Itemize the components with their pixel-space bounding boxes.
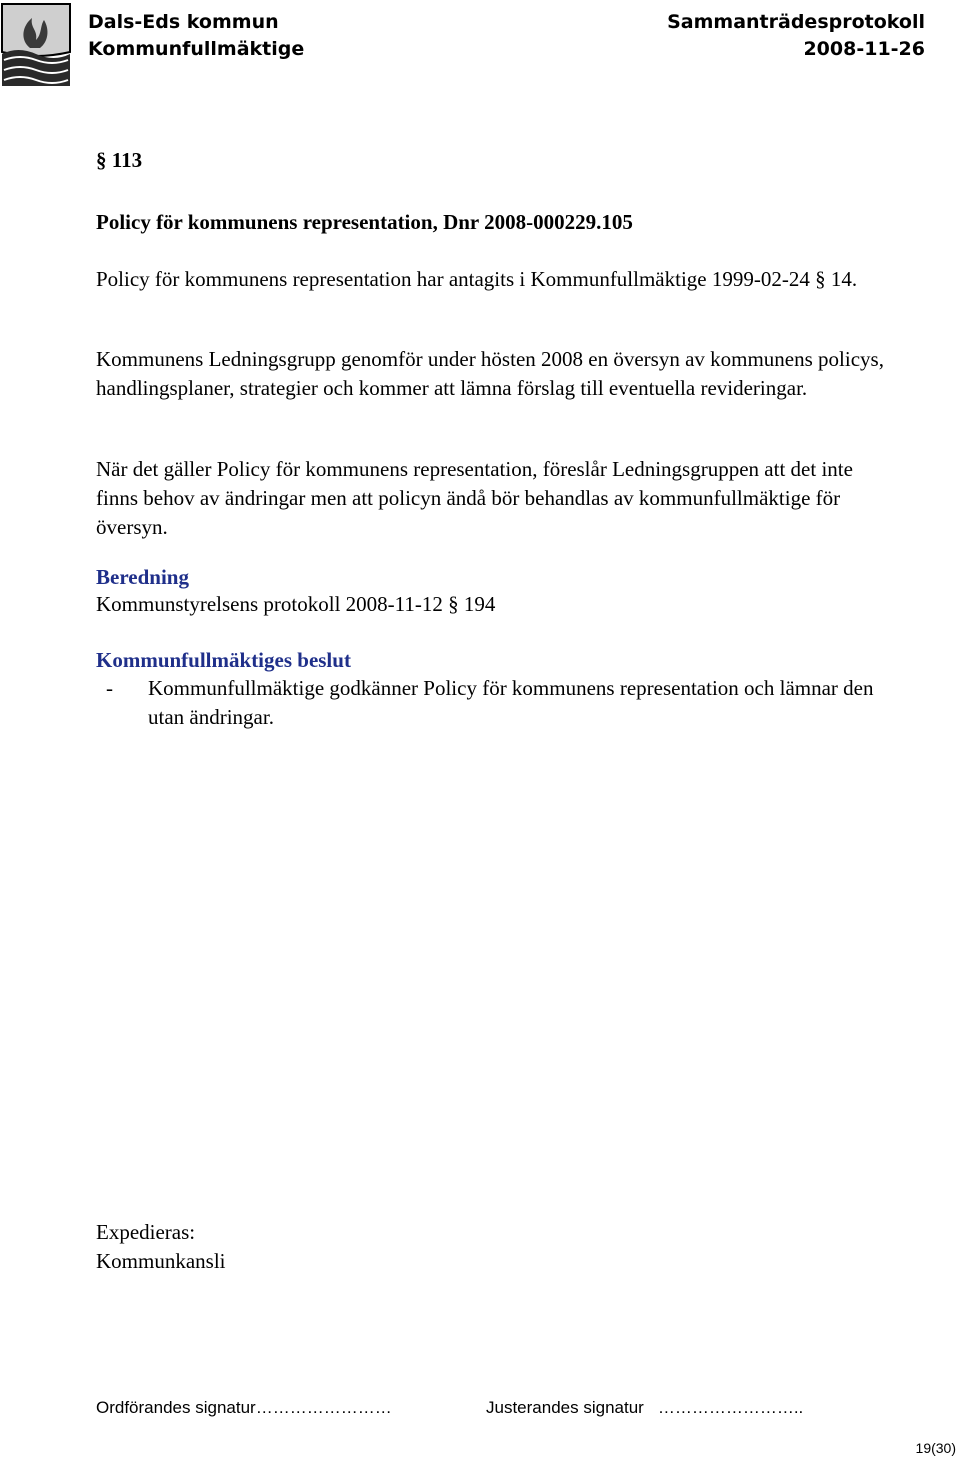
document-type: Sammanträdesprotokoll — [667, 11, 925, 33]
distribution-block — [96, 1218, 226, 1276]
item-title: Policy för kommunens representation, Dnr 2008-000229.105 — [96, 210, 633, 234]
distribution-recipient: Kommunkansli — [96, 1249, 226, 1273]
paragraph-adopted: Policy för kommunens representation har antagits i Kommunfullmäktige 1999-02-24 § 14. — [96, 267, 858, 291]
meeting-date: 2008-11-26 — [803, 38, 925, 60]
council-name: Kommunfullmäktige — [88, 38, 305, 60]
beredning-heading: Beredning — [96, 565, 189, 589]
header-right — [667, 9, 925, 63]
paragraph-proposal: När det gäller Policy för kommunens representation, föreslår Ledningsgruppen att det inte finns behov av ändringar men att policyn ändå bör behandlas av kommunfullmäktige för översyn. — [96, 457, 853, 539]
beredning-text: Kommunstyrelsens protokoll 2008-11-12 § 194 — [96, 592, 496, 616]
adjuster-signature-dots: …………………….. — [657, 1398, 804, 1417]
municipal-coat-of-arms-icon — [0, 0, 72, 86]
decision-dash: - — [106, 676, 113, 700]
page-number: 19(30) — [915, 1440, 956, 1456]
section-heading — [96, 148, 142, 173]
decision-item — [96, 674, 908, 732]
adjuster-signature-line — [486, 1398, 803, 1418]
decision-text: Kommunfullmäktige godkänner Policy för kommunens representation och lämnar den utan ändringar. — [148, 676, 874, 729]
section-number: 113 — [111, 148, 143, 172]
decision-heading: Kommunfullmäktiges beslut — [96, 648, 351, 672]
chair-signature-line: Ordförandes signatur…………………… — [96, 1398, 392, 1417]
header-left — [88, 9, 304, 63]
paragraph-review: Kommunens Ledningsgrupp genomför under hösten 2008 en översyn av kommunens policys, handlingsplaner, strategier och kommer att lämna förslag till eventuella revideringar. — [96, 347, 884, 400]
municipality-name: Dals-Eds kommun — [88, 11, 279, 33]
adjuster-signature-label: Justerandes signatur — [486, 1398, 644, 1417]
section-symbol: § — [96, 148, 107, 172]
distribution-label: Expedieras: — [96, 1220, 196, 1244]
